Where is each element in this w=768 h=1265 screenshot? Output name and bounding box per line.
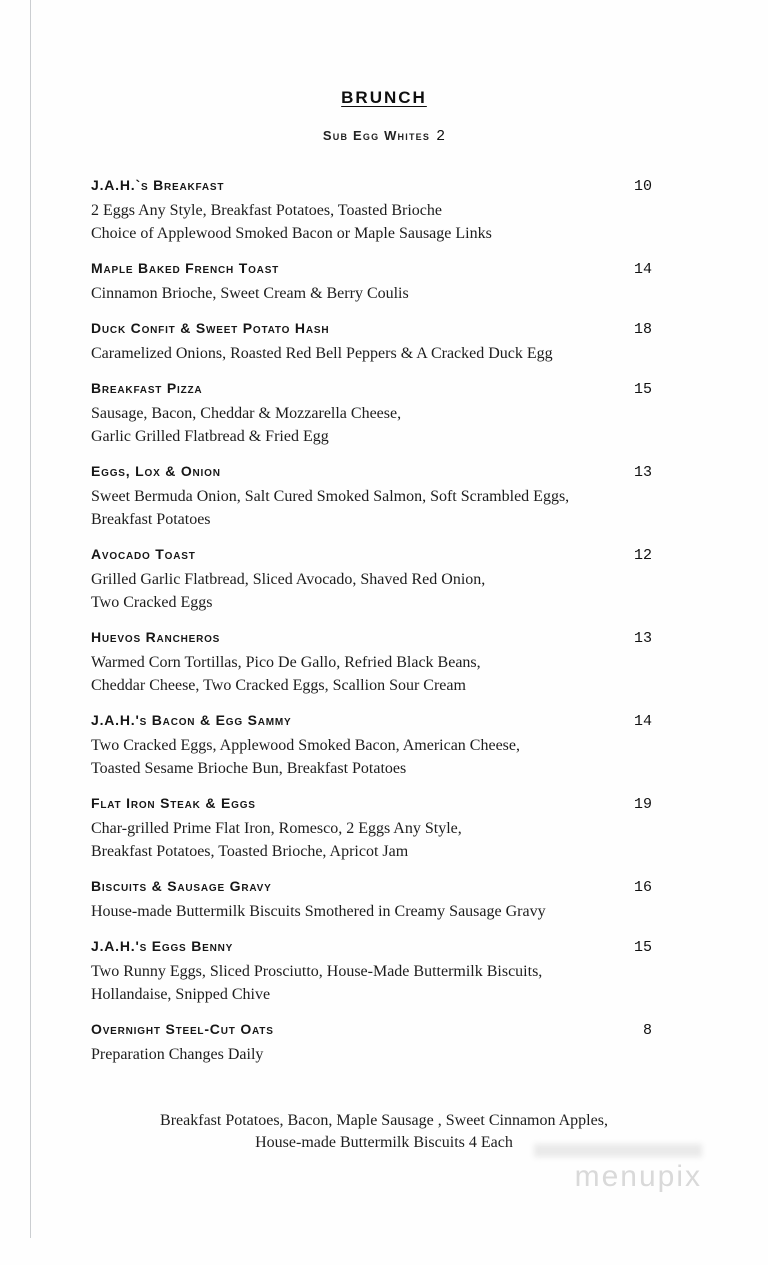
item-header-row	[91, 459, 652, 485]
item-desc-line: Sausage, Bacon, Cheddar & Mozzarella Cheese,	[91, 405, 402, 422]
watermark	[534, 1144, 702, 1193]
page-edge-line	[30, 0, 31, 1238]
item-desc-line: Two Runny Eggs, Sliced Prosciutto, House-Made Buttermilk Biscuits,	[91, 963, 543, 980]
menu-header	[0, 0, 768, 145]
item-desc-line: Hollandaise, Snipped Chive	[91, 986, 271, 1003]
menu-item	[91, 459, 652, 531]
item-name: Huevos Rancheros	[91, 629, 221, 645]
item-header-row	[91, 542, 652, 568]
item-name: J.A.H.'s Eggs Benny	[91, 938, 234, 954]
menupix-watermark: menupix	[574, 1160, 702, 1193]
item-desc-line: Breakfast Potatoes	[91, 511, 211, 528]
item-header-row	[91, 376, 652, 402]
item-header-row	[91, 173, 652, 199]
item-header-row	[91, 316, 652, 342]
item-price: 19	[633, 796, 652, 813]
item-name: J.A.H.`s Breakfast	[91, 177, 225, 193]
item-desc-line: Preparation Changes Daily	[91, 1046, 264, 1063]
footer-line: House-made Buttermilk Biscuits 4 Each	[255, 1134, 513, 1151]
item-header-row	[91, 1017, 652, 1043]
menu-item	[91, 791, 652, 863]
item-price: 15	[633, 381, 652, 398]
item-desc-line: Char-grilled Prime Flat Iron, Romesco, 2 Eggs Any Style,	[91, 820, 462, 837]
item-desc-line: Two Cracked Eggs, Applewood Smoked Bacon, American Cheese,	[91, 737, 521, 754]
item-header-row	[91, 625, 652, 651]
menu-item	[91, 316, 652, 365]
item-description	[91, 342, 652, 365]
item-desc-line: Cheddar Cheese, Two Cracked Eggs, Scallion Sour Cream	[91, 677, 466, 694]
item-desc-line: Sweet Bermuda Onion, Salt Cured Smoked Salmon, Soft Scrambled Eggs,	[91, 488, 570, 505]
subtitle-text: Sub Egg Whites	[322, 128, 431, 143]
item-description	[91, 402, 652, 448]
item-header-row	[91, 256, 652, 282]
item-price: 18	[633, 321, 652, 338]
item-desc-line: Warmed Corn Tortillas, Pico De Gallo, Refried Black Beans,	[91, 654, 481, 671]
item-description	[91, 651, 652, 697]
item-name: J.A.H.'s Bacon & Egg Sammy	[91, 712, 292, 728]
menu-item	[91, 874, 652, 923]
menu-items-list	[91, 173, 652, 1066]
item-desc-line: Choice of Applewood Smoked Bacon or Maple Sausage Links	[91, 225, 492, 242]
item-header-row	[91, 791, 652, 817]
item-desc-line: Grilled Garlic Flatbread, Sliced Avocado, Shaved Red Onion,	[91, 571, 486, 588]
menu-item	[91, 1017, 652, 1066]
item-desc-line: House-made Buttermilk Biscuits Smothered in Creamy Sausage Gravy	[91, 903, 546, 920]
item-price: 13	[633, 630, 652, 647]
item-price: 10	[633, 178, 652, 195]
item-description	[91, 1043, 652, 1066]
watermark-blur-bar	[534, 1144, 702, 1157]
item-desc-line: Breakfast Potatoes, Toasted Brioche, Apricot Jam	[91, 843, 409, 860]
item-name: Biscuits & Sausage Gravy	[91, 878, 272, 894]
menu-item	[91, 934, 652, 1006]
menu-item	[91, 542, 652, 614]
item-price: 14	[633, 261, 652, 278]
item-name: Maple Baked French Toast	[91, 260, 280, 276]
item-header-row	[91, 708, 652, 734]
item-price: 16	[633, 879, 652, 896]
item-description	[91, 900, 652, 923]
item-price: 12	[633, 547, 652, 564]
item-price: 15	[633, 939, 652, 956]
item-description	[91, 817, 652, 863]
menu-item	[91, 625, 652, 697]
item-description	[91, 485, 652, 531]
menu-item	[91, 256, 652, 305]
item-description	[91, 960, 652, 1006]
item-header-row	[91, 874, 652, 900]
item-name: Avocado Toast	[91, 546, 196, 562]
item-name: Duck Confit & Sweet Potato Hash	[91, 320, 330, 336]
item-description	[91, 282, 652, 305]
menu-subtitle	[0, 128, 768, 145]
footer-line: Breakfast Potatoes, Bacon, Maple Sausage , Sweet Cinnamon Apples,	[160, 1112, 608, 1129]
menu-item	[91, 173, 652, 245]
item-name: Breakfast Pizza	[91, 380, 203, 396]
item-desc-line: Caramelized Onions, Roasted Red Bell Peppers & A Cracked Duck Egg	[91, 345, 553, 362]
item-description	[91, 199, 652, 245]
item-description	[91, 734, 652, 780]
item-desc-line: Cinnamon Brioche, Sweet Cream & Berry Coulis	[91, 285, 409, 302]
item-price: 8	[642, 1022, 652, 1039]
item-desc-line: 2 Eggs Any Style, Breakfast Potatoes, Toasted Brioche	[91, 202, 442, 219]
item-description	[91, 568, 652, 614]
item-name: Flat Iron Steak & Eggs	[91, 795, 256, 811]
item-price: 14	[633, 713, 652, 730]
menu-item	[91, 376, 652, 448]
item-price: 13	[633, 464, 652, 481]
item-name: Overnight Steel-Cut Oats	[91, 1021, 274, 1037]
menu-item	[91, 708, 652, 780]
item-name: Eggs, Lox & Onion	[91, 463, 221, 479]
item-desc-line: Toasted Sesame Brioche Bun, Breakfast Potatoes	[91, 760, 407, 777]
subtitle-price: 2	[436, 128, 446, 145]
item-header-row	[91, 934, 652, 960]
menu-title: BRUNCH	[341, 88, 427, 107]
item-desc-line: Two Cracked Eggs	[91, 594, 213, 611]
item-desc-line: Garlic Grilled Flatbread & Fried Egg	[91, 428, 329, 445]
